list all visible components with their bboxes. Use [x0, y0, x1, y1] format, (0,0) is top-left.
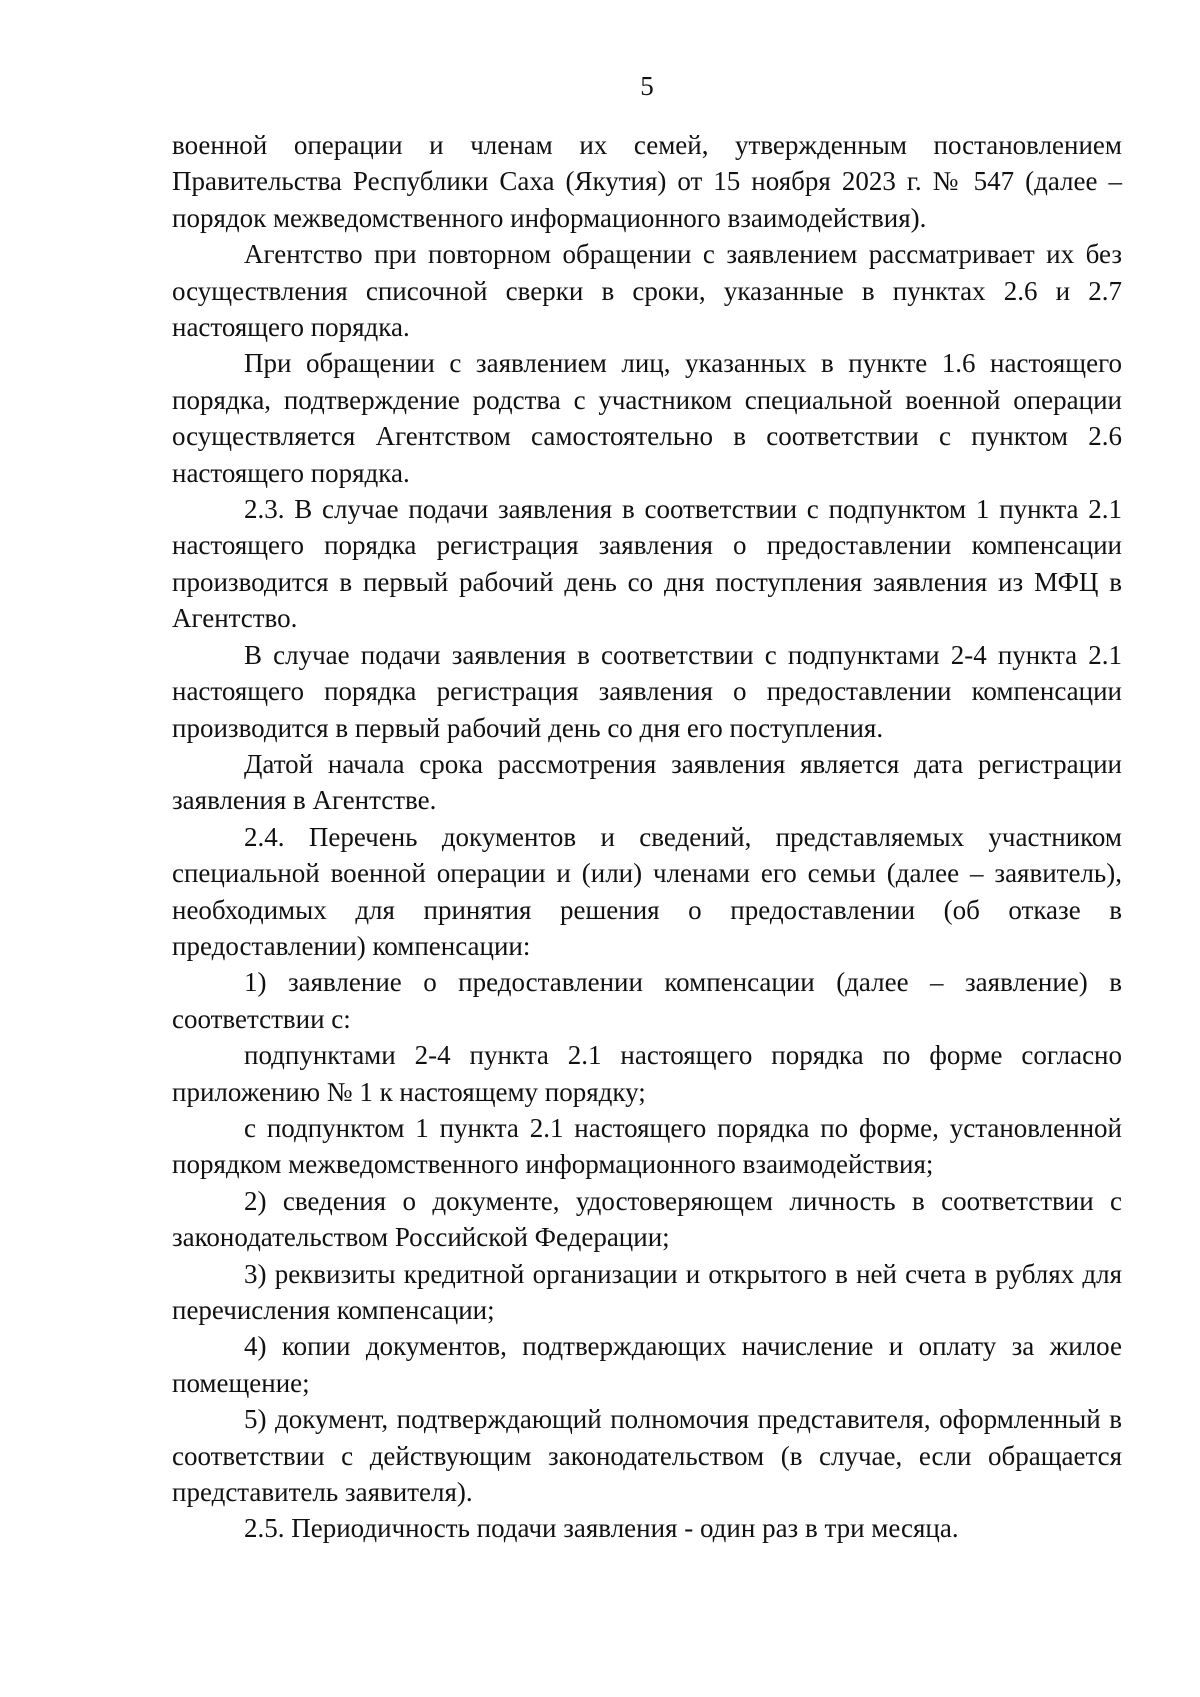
list-item-2: 2) сведения о документе, удостоверяющем личность в соответствии с законодательством Российской Федерации;	[172, 1185, 1122, 1253]
list-item-5: 5) документ, подтверждающий полномочия представителя, оформленный в соответствии с действующим законодательством (в случае, если обращается представитель заявителя).	[172, 1404, 1122, 1508]
paragraph-continuation: военной операции и членам их семей, утвержденным постановлением Правительства Республики Саха (Якутия) от 15 ноября 2023 г. № 547 (далее – порядок межведомственного информационного взаимодействия).	[172, 130, 1122, 233]
list-item-3: 3) реквизиты кредитной организации и открытого в ней счета в рублях для перечисления компенсации;	[172, 1258, 1122, 1325]
paragraph-2-5: 2.5. Периодичность подачи заявления - один раз в три месяца.	[244, 1513, 959, 1544]
document-page	[172, 68, 1122, 1547]
paragraph-2-4: 2.4. Перечень документов и сведений, представляемых участником специальной военной операции и (или) членами его семьи (далее – заявитель), необходимых для принятия решения о предоставлении (об отказе в предоставлении) компенсации:	[172, 821, 1122, 961]
list-item-1-sub-a: подпунктами 2-4 пункта 2.1 настоящего порядка по форме согласно приложению № 1 к настоящему порядку;	[172, 1040, 1122, 1107]
paragraph-repeat-application: Агентство при повторном обращении с заявлением рассматривает их без осуществления списочной сверки в сроки, указанные в пунктах 2.6 и 2.7 настоящего порядка.	[172, 239, 1122, 343]
paragraph-2-3: 2.3. В случае подачи заявления в соответствии с подпунктом 1 пункта 2.1 настоящего порядка регистрация заявления о предоставлении компенсации производится в первый рабочий день со дня поступления заявления из МФЦ в Агентство.	[172, 494, 1122, 634]
list-item-4: 4) копии документов, подтверждающих начисление и оплату за жилое помещение;	[172, 1331, 1122, 1398]
paragraph-kinship-confirmation: При обращении с заявлением лиц, указанных в пункте 1.6 настоящего порядка, подтверждение родства с участником специальной военной операции осуществляется Агентством самостоятельно в соответствии с пунктом 2.6 настоящего порядка.	[172, 348, 1122, 488]
page-number: 5	[640, 71, 654, 101]
paragraph-2-3-registration: В случае подачи заявления в соответствии с подпунктами 2-4 пункта 2.1 настоящего порядка регистрация заявления о предоставлении компенсации производится в первый рабочий день со дня его поступления.	[172, 639, 1122, 743]
list-item-1: 1) заявление о предоставлении компенсации (далее – заявление) в соответствии с:	[172, 967, 1122, 1034]
paragraph-2-3-start-date: Датой начала срока рассмотрения заявления является дата регистрации заявления в Агентстве.	[172, 748, 1122, 816]
list-item-1-sub-b: с подпунктом 1 пункта 2.1 настоящего порядка по форме, установленной порядком межведомственного информационного взаимодействия;	[172, 1112, 1122, 1180]
